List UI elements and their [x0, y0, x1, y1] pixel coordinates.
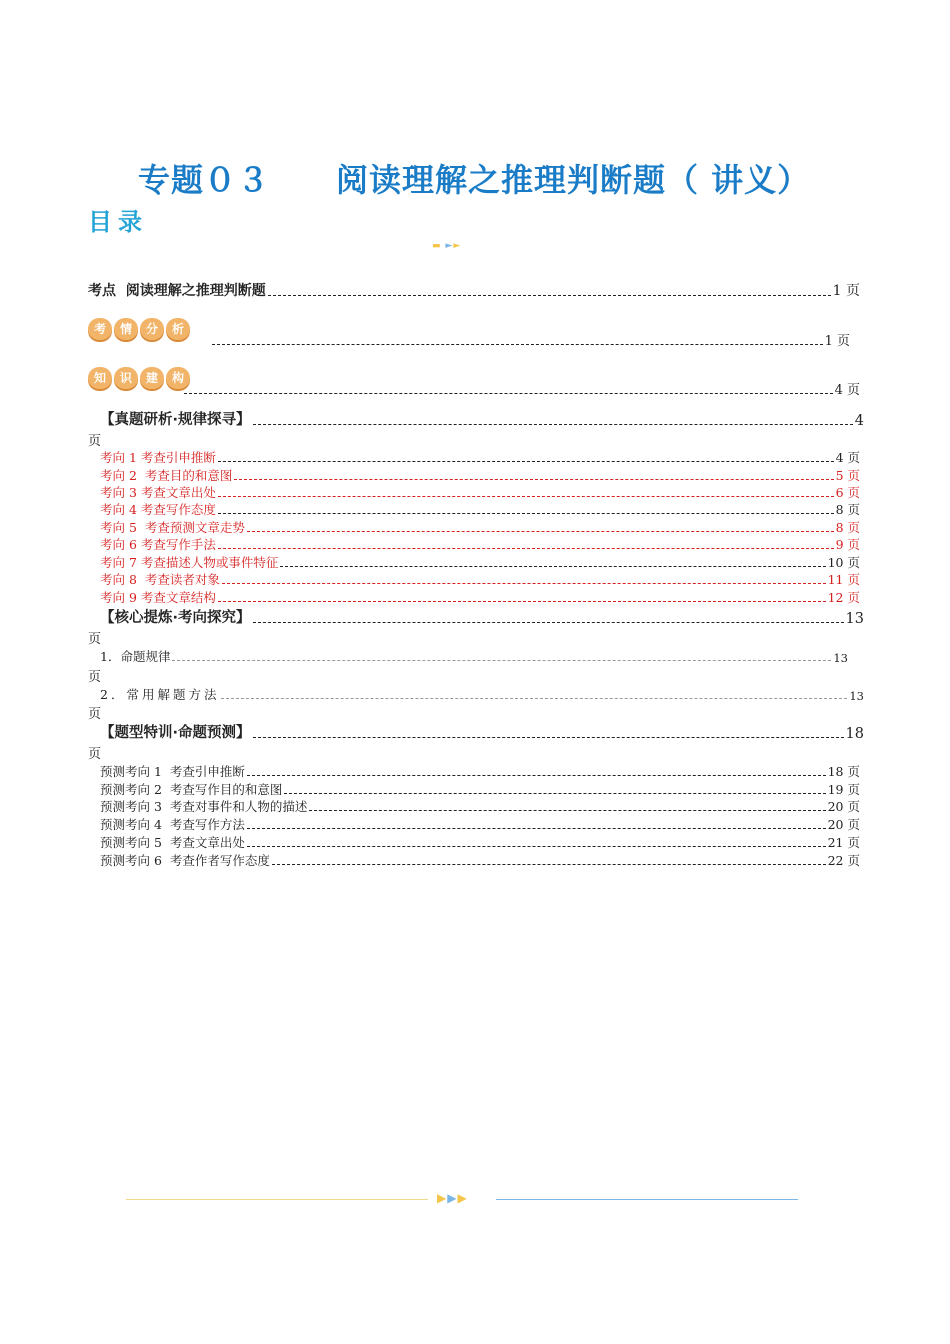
- page-suffix: 页: [88, 670, 102, 685]
- toc-entry-kaoqing[interactable]: [210, 329, 850, 349]
- leader-dots: [218, 512, 834, 514]
- toc-entry-label: 考点 阅读理解之推理判断题: [88, 283, 266, 299]
- badge-char: 分: [140, 318, 164, 340]
- leader-dots: [309, 809, 825, 811]
- leader-dots: [218, 547, 834, 549]
- item-label: 考向 8 考查读者对象: [100, 572, 220, 587]
- item-label: 预测考向 4 考查写作方法: [100, 817, 245, 832]
- section-page: 18: [845, 726, 864, 742]
- item-label: 考向 7 考查描述人物或事件特征: [100, 555, 279, 570]
- item-page: 4 页: [835, 450, 860, 465]
- toc-item[interactable]: [100, 851, 860, 869]
- section-page: 4: [854, 413, 864, 429]
- leader-dots: [234, 478, 833, 480]
- item-page: 21 页: [827, 835, 860, 850]
- badge-char: 识: [114, 367, 138, 389]
- page-suffix: 页: [88, 632, 102, 647]
- page-suffix: 页: [88, 707, 102, 722]
- toc-item[interactable]: [100, 553, 860, 571]
- toc-item[interactable]: [100, 797, 860, 815]
- section-label: 【核心提炼·考向探究】: [100, 610, 251, 626]
- badge-char: 析: [166, 318, 190, 340]
- item-label: 2．常用解题方法: [100, 687, 220, 702]
- leader-dots: [222, 582, 826, 584]
- item-label: 考向 1 考查引申推断: [100, 450, 216, 465]
- leader-dots: [218, 600, 826, 602]
- toc-entry-main[interactable]: [88, 280, 860, 300]
- leader-dots: [280, 565, 825, 567]
- item-label: 预测考向 1 考查引申推断: [100, 764, 245, 779]
- toc-item[interactable]: [100, 500, 860, 518]
- footer-divider-right: [496, 1199, 798, 1200]
- item-page: 13: [833, 651, 848, 665]
- toc-item[interactable]: [100, 815, 860, 833]
- section-label: 【真题研析·规律探寻】: [100, 412, 251, 428]
- toc-item[interactable]: [100, 466, 860, 484]
- toc-item[interactable]: [100, 518, 860, 536]
- leader-dots: [268, 294, 831, 296]
- item-label: 考向 5 考查预测文章走势: [100, 520, 245, 535]
- item-label: 考向 4 考查写作态度: [100, 502, 216, 517]
- leader-dots: [221, 697, 847, 699]
- section-page: 13: [845, 611, 864, 627]
- toc-item[interactable]: [100, 483, 860, 501]
- item-label: 考向 9 考查文章结构: [100, 590, 216, 605]
- badge-char: 知: [88, 367, 112, 389]
- toc-item[interactable]: [100, 570, 860, 588]
- item-page: 8 页: [835, 502, 860, 517]
- toc-item[interactable]: [100, 588, 860, 606]
- item-page: 22 页: [827, 853, 860, 868]
- leader-dots: [172, 659, 831, 661]
- leader-dots: [253, 423, 853, 425]
- section-label: 【题型特训·命题预测】: [100, 725, 251, 741]
- leader-dots: [247, 827, 826, 829]
- item-label: 考向 3 考查文章出处: [100, 485, 216, 500]
- toc-section-1[interactable]: [100, 409, 864, 429]
- item-label: 1．命题规律: [100, 649, 171, 664]
- toc-item[interactable]: [100, 448, 860, 466]
- item-page: 5 页: [835, 468, 860, 483]
- item-label: 考向 2 考查目的和意图: [100, 468, 233, 483]
- item-label: 预测考向 3 考查对事件和人物的描述: [100, 799, 308, 814]
- badge-char: 建: [140, 367, 164, 389]
- zhishi-badge: [88, 367, 190, 389]
- badge-char: 情: [114, 318, 138, 340]
- item-label: 预测考向 6 考查作者写作态度: [100, 853, 270, 868]
- toc-entry-page: 4 页: [834, 383, 860, 398]
- item-page: 11 页: [827, 572, 860, 587]
- leader-dots: [184, 392, 833, 394]
- toc-section-3[interactable]: [100, 722, 864, 742]
- leader-dots: [272, 863, 826, 865]
- item-page: 9 页: [835, 537, 860, 552]
- toc-item[interactable]: [100, 833, 860, 851]
- divider-ornament-icon: ▬ ►►: [432, 241, 462, 251]
- item-page: 8 页: [835, 520, 860, 535]
- leader-dots: [247, 530, 834, 532]
- leader-dots: [247, 774, 826, 776]
- toc-item[interactable]: [100, 647, 848, 665]
- item-page: 13: [849, 689, 864, 703]
- item-page: 20 页: [827, 799, 860, 814]
- toc-item[interactable]: [100, 780, 860, 798]
- leader-dots: [218, 495, 834, 497]
- badge-char: 考: [88, 318, 112, 340]
- item-page: 6 页: [835, 485, 860, 500]
- badge-char: 构: [166, 367, 190, 389]
- item-label: 预测考向 2 考查写作目的和意图: [100, 782, 283, 797]
- toc-entry-zhishi[interactable]: [182, 378, 860, 398]
- leader-dots: [212, 343, 823, 345]
- toc-item[interactable]: [100, 762, 860, 780]
- item-page: 10 页: [827, 555, 860, 570]
- leader-dots: [247, 845, 826, 847]
- kaoqing-badge: [88, 318, 190, 340]
- toc-heading: 目录: [88, 208, 148, 236]
- leader-dots: [253, 736, 844, 738]
- leader-dots: [284, 792, 825, 794]
- toc-section-2[interactable]: [100, 607, 864, 627]
- item-page: 18 页: [827, 764, 860, 779]
- leader-dots: [253, 621, 844, 623]
- footer-divider-left: [126, 1199, 428, 1200]
- toc-entry-page: 1 页: [832, 283, 860, 299]
- item-page: 20 页: [827, 817, 860, 832]
- page-suffix: 页: [88, 747, 102, 762]
- page-title: 专题０３ 阅读理解之推理判断题（ 讲义）: [138, 161, 811, 199]
- item-label: 预测考向 5 考查文章出处: [100, 835, 245, 850]
- item-page: 12 页: [827, 590, 860, 605]
- toc-entry-page: 1 页: [824, 334, 850, 349]
- page-suffix: 页: [88, 434, 102, 449]
- item-page: 19 页: [827, 782, 860, 797]
- toc-item[interactable]: [100, 535, 860, 553]
- item-label: 考向 6 考查写作手法: [100, 537, 216, 552]
- footer-ornament-icon: ▶▶▶: [437, 1191, 468, 1205]
- leader-dots: [218, 460, 834, 462]
- toc-item[interactable]: [100, 685, 864, 703]
